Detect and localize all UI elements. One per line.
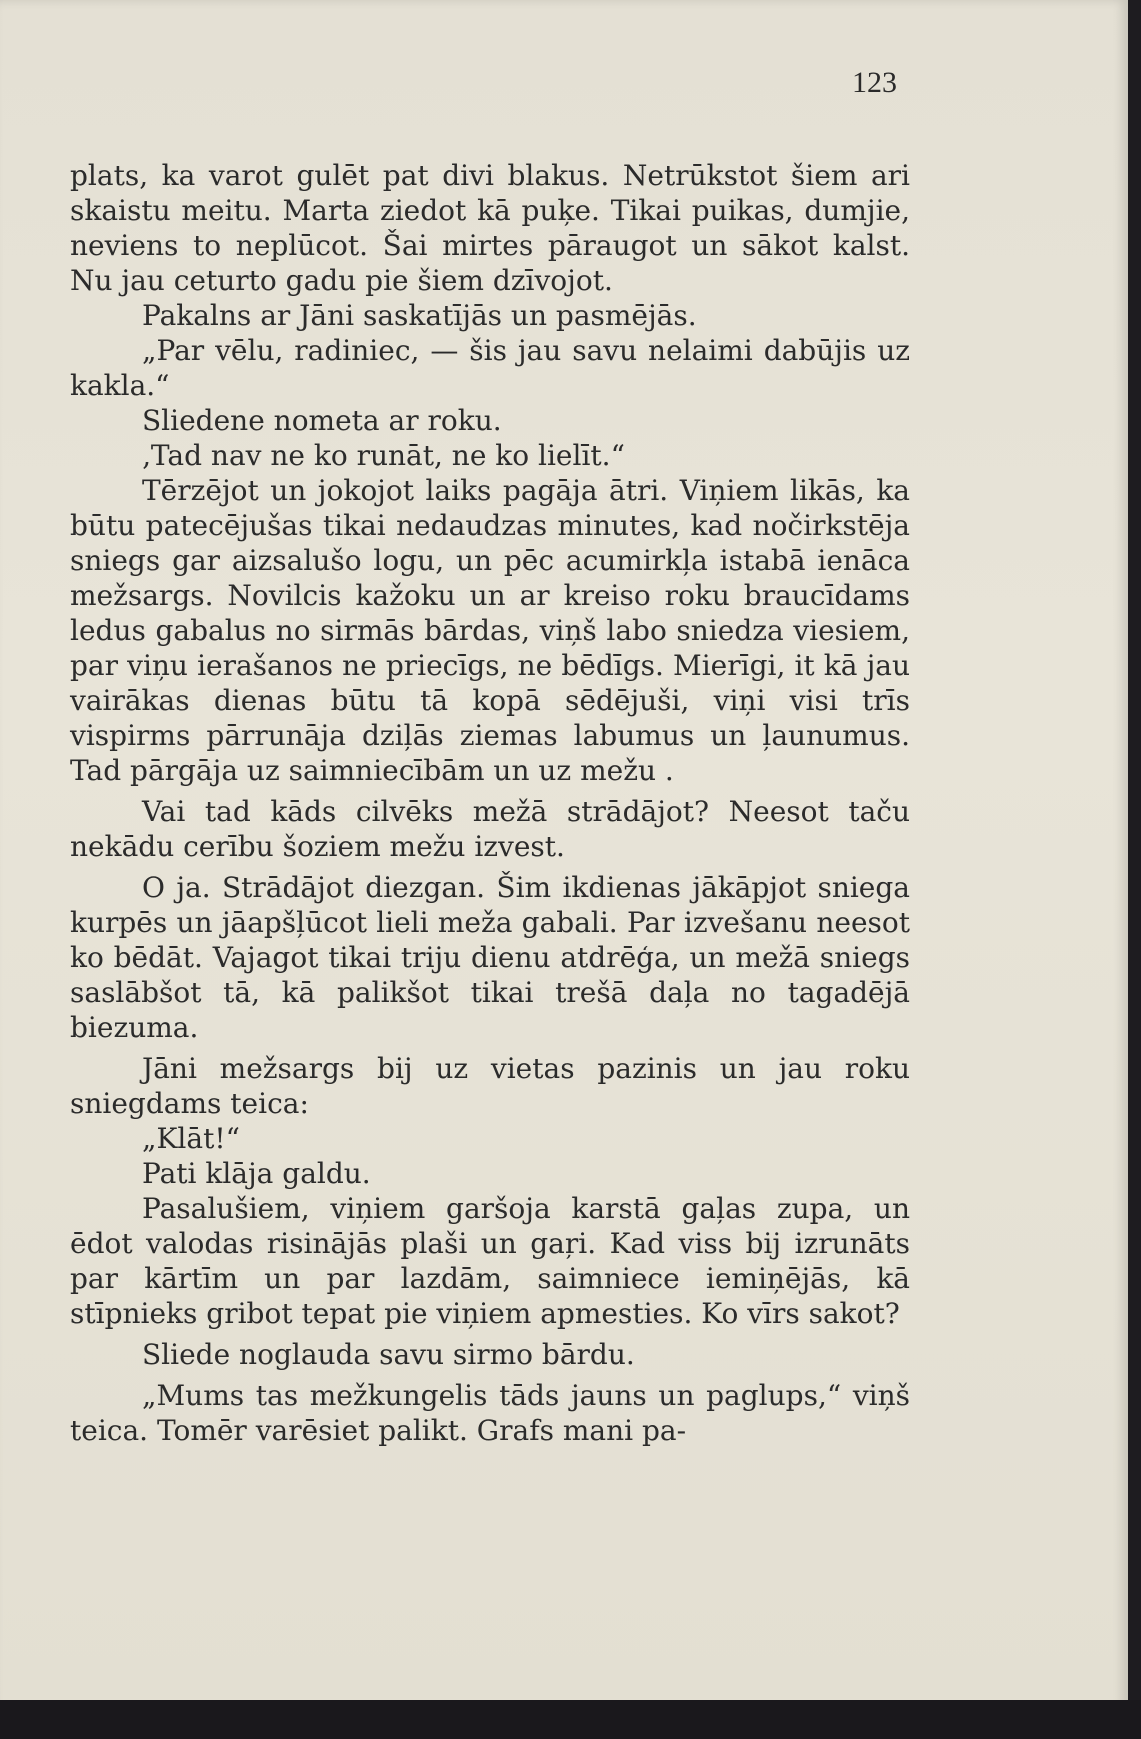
paragraph: ‚Tad nav ne ko runāt, ne ko lielīt.“ (142, 439, 625, 472)
paragraph: „Par vēlu, radiniec, — šis jau savu nelaimi dabūjis uz kakla.“ (70, 334, 910, 402)
paragraph: plats, ka varot gulēt pat divi blakus. Netrūkstot šiem ari skaistu meitu. Marta ziedot kā puķe. Tikai puikas, dumjie, neviens to neplūcot. Šai mirtes pāraugot un sākot kalst. Nu jau ceturto gadu pie šiem dzīvojot. (70, 159, 910, 297)
paragraph: „Klāt!“ (142, 1122, 240, 1155)
paragraph: Sliede noglauda savu sirmo bārdu. (142, 1338, 635, 1371)
paragraph: Sliedene nometa ar roku. (142, 404, 502, 437)
paragraph: „Mums tas mežkungelis tāds jauns un paglups,“ viņš teica. Tomēr varēsiet palikt. Grafs mani pa- (70, 1379, 910, 1447)
page-number: 123 (852, 66, 897, 99)
body-text (70, 158, 910, 1448)
paragraph: Vai tad kāds cilvēks mežā strādājot? Neesot taču nekādu cerību šoziem mežu izvest. (70, 795, 910, 863)
paragraph: Pasalušiem, viņiem garšoja karstā gaļas zupa, un ēdot valodas risinājās plaši un gaŗi. Kad viss bij izrunāts par kārtīm un par lazdām, saimniece iemiņējās, kā stīpnieks gribot tepat pie viņiem apmesties. Ko vīrs sakot? (70, 1192, 910, 1330)
paragraph: Tērzējot un jokojot laiks pagāja ātri. Viņiem likās, ka būtu patecējušas tikai nedaudzas minutes, kad nočirkstēja sniegs gar aizsalušo logu, un pēc acumirkļa istabā ienāca mežsargs. Novilcis kažoku un ar kreiso roku braucīdams ledus gabalus no sirmās bārdas, viņš labo sniedza viesiem, par viņu ierašanos ne priecīgs, ne bēdīgs. Mierīgi, it kā jau vairākas dienas būtu tā kopā sēdējuši, viņi visi trīs vispirms pārrunāja dziļās ziemas labumus un ļaunumus. Tad pārgāja uz saimniecībām un uz mežu . (70, 474, 910, 787)
paragraph: Jāni mežsargs bij uz vietas pazinis un jau roku sniegdams teica: (70, 1052, 910, 1120)
scan-edge (0, 1700, 1141, 1739)
paragraph: Pati klāja galdu. (142, 1157, 371, 1190)
paragraph: Pakalns ar Jāni saskatījās un pasmējās. (142, 299, 697, 332)
paragraph: O ja. Strādājot diezgan. Šim ikdienas jākāpjot sniega kurpēs un jāapšļūcot lieli meža gabali. Par izvešanu neesot ko bēdāt. Vajagot tikai triju dienu atdrēģa, un mežā sniegs saslābšot tā, kā palikšot tikai trešā daļa no tagadējā biezuma. (70, 871, 910, 1044)
